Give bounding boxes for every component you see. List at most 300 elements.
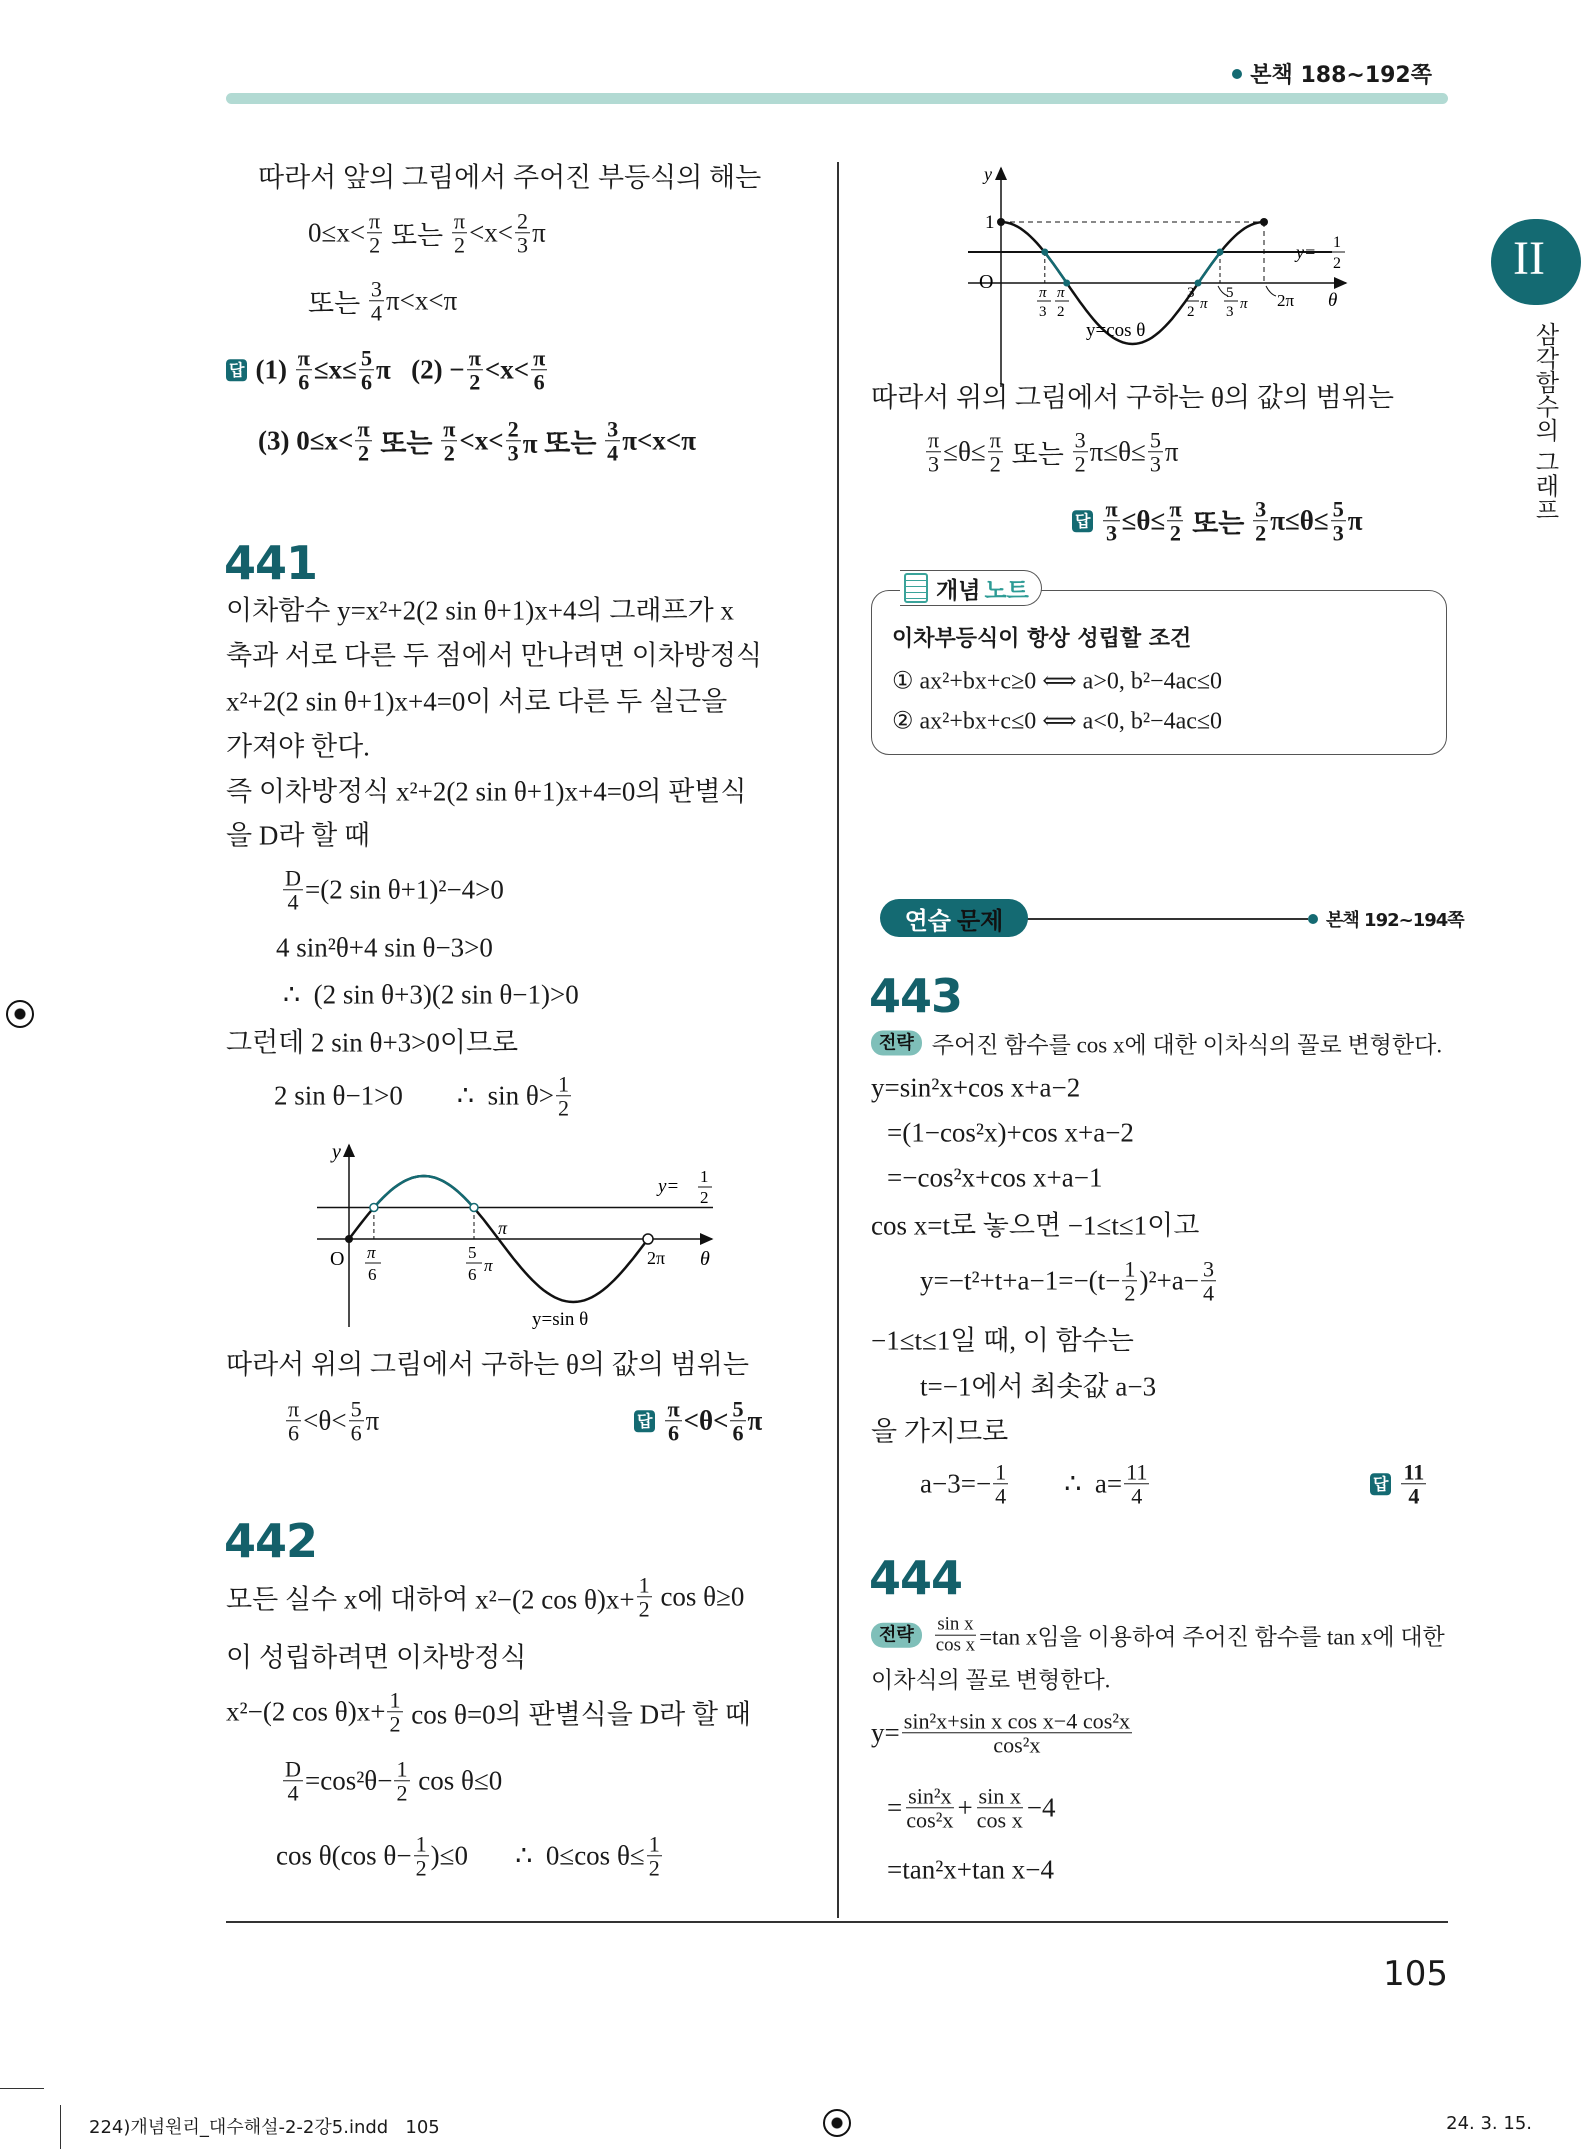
math-line <box>276 1832 664 1879</box>
half-line-den: 2 <box>1333 255 1341 272</box>
denominator: 2 <box>1074 451 1086 477</box>
pointer-2pi <box>1266 286 1276 296</box>
denominator: 4 <box>1131 1483 1143 1509</box>
tick-pi6-den: 6 <box>368 1265 377 1284</box>
denominator: 3 <box>507 440 519 466</box>
tick-5pi3-den: 3 <box>1226 304 1234 320</box>
curve-label: y=cos θ <box>1086 320 1146 341</box>
text-segment: <x< <box>469 217 514 248</box>
problem-number-443: 443 <box>869 969 963 1023</box>
text-segment: ≤θ≤ <box>1121 505 1166 536</box>
math-line <box>284 1397 379 1444</box>
origin-dot <box>345 1235 353 1243</box>
text-segment: π <box>532 217 546 248</box>
text-segment: cos θ(cos θ− <box>276 1840 412 1871</box>
denominator: cos²x <box>993 1732 1041 1758</box>
text-segment: x²−(2 cos θ)x+ <box>226 1696 386 1727</box>
numerator: 5 <box>732 1396 744 1422</box>
text-segment: cos θ=0의 판별식을 D라 할 때 <box>404 1699 751 1730</box>
text-segment: cos x=t로 놓으면 −1≤t≤1이고 <box>871 1210 1200 1241</box>
answer-line <box>634 1397 762 1444</box>
denominator: 2 <box>415 1855 427 1881</box>
fraction <box>993 1460 1008 1507</box>
denominator: cos x <box>976 1807 1023 1833</box>
numerator: 1 <box>1124 1256 1136 1282</box>
text-line <box>871 1410 1008 1449</box>
text-segment: 또는 <box>308 288 367 319</box>
text-segment: ∴ a= <box>1010 1468 1123 1499</box>
page-number: 105 <box>1383 1954 1448 1994</box>
text-line <box>226 589 734 628</box>
text-segment: + <box>957 1792 973 1823</box>
tick-5pi6-den: 6 <box>468 1265 477 1284</box>
tick-5pi3-num: 5 <box>1226 285 1234 301</box>
denominator: 6 <box>288 1420 300 1446</box>
denominator: 2 <box>989 451 1001 477</box>
bottom-rule <box>226 1921 1448 1923</box>
answer-badge: 답 <box>226 359 247 381</box>
text-line <box>226 770 747 809</box>
numerator: 1 <box>396 1756 408 1782</box>
text-segment: 을 가지므로 <box>871 1416 1009 1447</box>
fraction <box>387 1688 402 1735</box>
tick-pi3-num: π <box>1039 285 1047 301</box>
fraction <box>1122 1257 1137 1304</box>
text-line <box>871 376 1394 415</box>
numerator: π <box>297 345 310 371</box>
numerator: sin²x+sin x cos x−4 cos²x <box>903 1708 1131 1734</box>
denominator: 4 <box>607 440 619 466</box>
text-segment: 또는 <box>1004 439 1071 470</box>
fraction <box>1201 1257 1216 1304</box>
fraction <box>1167 497 1183 544</box>
strategy-badge: 전략 <box>871 1030 922 1056</box>
numerator: π <box>357 416 370 442</box>
text-segment: y=−t²+t+a−1=−(t− <box>920 1265 1121 1296</box>
math-line <box>887 1855 1054 1886</box>
chapter-tab[interactable] <box>1491 219 1581 305</box>
answer-badge: 답 <box>1072 510 1093 532</box>
text-segment: (3) 0≤x< <box>258 425 354 456</box>
point-5pi3 <box>1217 249 1224 256</box>
fraction <box>605 417 620 464</box>
tick-3pi2-num: 3 <box>1187 285 1195 301</box>
practice-label-a: 연습 <box>904 906 951 935</box>
fraction <box>414 1832 429 1879</box>
text-segment: x²+2(2 sin θ+1)x+4=0이 서로 다른 두 실근을 <box>226 686 728 717</box>
fraction <box>296 346 312 393</box>
point-start <box>997 218 1005 226</box>
practice-label <box>880 899 1028 937</box>
registration-mark-icon <box>6 1000 34 1028</box>
tick-pi2-num: π <box>1057 285 1065 301</box>
tick-3pi2-den: 2 <box>1187 304 1195 320</box>
fraction <box>1103 497 1119 544</box>
text-line <box>226 1573 744 1620</box>
denominator: 6 <box>732 1420 744 1446</box>
text-segment: 축과 서로 다른 두 점에서 만나려면 이차방정식 <box>226 640 763 671</box>
denominator: 4 <box>995 1483 1007 1509</box>
tick-5pi6-pi: π <box>484 1256 493 1275</box>
text-segment: a−3=− <box>920 1468 992 1499</box>
crop-mark <box>0 2088 44 2089</box>
numerator: π <box>1169 496 1182 522</box>
numerator: 5 <box>350 1396 362 1422</box>
tick-5pi6-num: 5 <box>468 1243 477 1262</box>
text-segment: 또는 <box>373 428 440 459</box>
answer-badge: 답 <box>634 1410 655 1432</box>
text-line <box>226 814 370 853</box>
notepad-icon <box>904 573 928 603</box>
text-segment: π<x<π <box>622 425 697 456</box>
numerator: 1 <box>638 1572 650 1598</box>
denominator: 6 <box>533 369 545 395</box>
fraction <box>1253 497 1268 544</box>
fraction <box>902 1709 1132 1756</box>
problem-number-441: 441 <box>224 536 318 590</box>
text-line <box>226 1021 518 1060</box>
x-axis-label: θ <box>1328 290 1338 311</box>
fraction <box>975 1784 1025 1831</box>
denominator: 3 <box>1106 520 1118 546</box>
text-segment: 주어진 함수를 cos x에 대한 이차식의 꼴로 변형한다. <box>931 1032 1443 1058</box>
tick-pi3-den: 3 <box>1039 304 1047 320</box>
bullet-dot-icon <box>1232 69 1242 79</box>
fraction <box>394 1757 409 1804</box>
denominator: 2 <box>357 440 370 466</box>
text-segment: y= <box>871 1717 900 1748</box>
numerator: 11 <box>1126 1459 1148 1485</box>
text-segment: 0≤x< <box>308 217 366 248</box>
denominator: 2 <box>648 1855 660 1881</box>
half-line-num: 1 <box>700 1167 709 1186</box>
numerator: 3 <box>607 416 619 442</box>
text-line <box>226 634 762 673</box>
numerator: π <box>533 345 546 371</box>
denominator: 2 <box>1169 520 1181 546</box>
cos-curve-highlight-2 <box>1198 253 1220 284</box>
tick-pi: π <box>498 1218 508 1238</box>
fraction <box>286 1397 301 1444</box>
point-end <box>1260 218 1268 226</box>
text-segment: 그런데 2 sin θ+3>0이므로 <box>226 1027 519 1058</box>
curve-label: y=sin θ <box>532 1309 589 1330</box>
fraction <box>934 1615 977 1656</box>
answer-line <box>1072 497 1363 544</box>
text-segment: π<x<π <box>385 285 458 316</box>
fraction <box>441 417 457 464</box>
denominator: 6 <box>350 1420 362 1446</box>
practice-label-b: 문제 <box>957 906 1004 935</box>
point-5pi6 <box>470 1204 478 1212</box>
numerator: sin x <box>937 1613 974 1635</box>
sin-graph <box>300 1130 730 1340</box>
denominator: 4 <box>287 889 299 915</box>
text-segment: 따라서 위의 그림에서 구하는 θ의 값의 범위는 <box>226 1349 749 1380</box>
text-segment: <θ< <box>683 1405 729 1436</box>
text-segment: =(1−cos²x)+cos x+a−2 <box>887 1117 1134 1148</box>
header-ref-text: 본책 188~192쪽 <box>1250 63 1432 88</box>
text-segment: 을 D라 할 때 <box>226 820 371 851</box>
fraction <box>665 1397 681 1444</box>
denominator: 3 <box>1149 451 1161 477</box>
note-heading: 이차부등식이 항상 성립할 조건 <box>892 626 1192 652</box>
numerator: 1 <box>648 1831 660 1857</box>
text-segment: −4 <box>1026 1792 1056 1823</box>
numerator: D <box>285 865 301 891</box>
text-line <box>226 1688 751 1735</box>
fraction <box>926 428 941 475</box>
chapter-title: 삼각함수의 그래프 <box>1531 322 1559 522</box>
text-segment: 모든 실수 x에 대하여 x²−(2 cos θ)x+ <box>226 1584 635 1615</box>
y-axis-label: y <box>332 1141 341 1163</box>
math-line <box>920 1257 1218 1304</box>
half-line-label: y= <box>658 1176 680 1197</box>
registration-mark-icon <box>823 2109 851 2137</box>
fraction <box>1124 1460 1149 1507</box>
math-line <box>871 1709 1134 1756</box>
denominator: 3 <box>1332 520 1344 546</box>
answer-line <box>258 417 696 464</box>
text-segment: =(2 sin θ+1)²−4>0 <box>304 874 504 905</box>
math-line <box>887 1163 1102 1194</box>
numerator: 2 <box>517 208 529 234</box>
cos-curve-highlight-1 <box>1045 253 1067 284</box>
text-segment: =cos²θ− <box>304 1765 393 1796</box>
fraction <box>988 428 1003 475</box>
tick-5pi3-pi: π <box>1240 296 1248 312</box>
practice-ref <box>1308 906 1464 932</box>
numerator: π <box>369 208 381 234</box>
fraction <box>506 417 521 464</box>
fraction <box>467 346 483 393</box>
note-item: ② ax²+bx+c≤0 ⟺ a<0, b²−4ac≤0 <box>892 708 1223 735</box>
denominator: 2 <box>443 440 455 466</box>
fraction <box>349 1397 364 1444</box>
problem-number-442: 442 <box>224 1514 318 1568</box>
fraction <box>367 209 382 256</box>
math-line <box>308 209 546 256</box>
chapter-number: II <box>1513 232 1545 285</box>
math-line <box>924 428 1179 475</box>
text-segment: 또는 <box>384 220 450 251</box>
note-title-a: 개념 <box>936 577 981 604</box>
text-segment: 4 sin²θ+4 sin θ−3>0 <box>276 932 493 963</box>
math-line <box>281 866 504 913</box>
text-line <box>871 1204 1199 1243</box>
point-pi6 <box>370 1204 378 1212</box>
origin-label: O <box>979 271 994 293</box>
text-segment: π≤θ≤ <box>1089 436 1146 467</box>
crop-mark <box>60 2105 61 2149</box>
bullet-dot-icon <box>1308 914 1318 924</box>
footer-date: 24. 3. 15. <box>1446 2113 1532 2134</box>
numerator: 3 <box>1255 496 1267 522</box>
half-line-den: 2 <box>700 1188 709 1207</box>
text-line <box>226 1636 526 1675</box>
fraction <box>283 1757 303 1804</box>
text-line <box>226 680 727 719</box>
point-2pi <box>643 1234 653 1244</box>
denominator: cos²x <box>906 1807 954 1833</box>
numerator: 5 <box>1149 427 1161 453</box>
numerator: sin x <box>978 1783 1021 1809</box>
math-line <box>887 1784 1056 1831</box>
text-segment: y=sin²x+cos x+a−2 <box>871 1072 1081 1103</box>
denominator: 2 <box>396 1780 408 1806</box>
text-segment: 2 sin θ−1>0 ∴ sin θ> <box>274 1080 554 1111</box>
text-segment: )²+a− <box>1139 1265 1199 1296</box>
denominator: 6 <box>298 369 310 395</box>
numerator: 3 <box>1074 427 1086 453</box>
header-ref <box>1232 58 1432 89</box>
text-segment: <x< <box>459 425 504 456</box>
numerator: 11 <box>1403 1459 1425 1485</box>
denominator: 6 <box>668 1420 680 1446</box>
tick-2pi: 2π <box>1277 291 1295 310</box>
y-axis-label: y <box>984 164 992 184</box>
problem-number-444: 444 <box>869 1551 963 1605</box>
note-item: ① ax²+bx+c≥0 ⟺ a>0, b²−4ac≤0 <box>892 668 1223 695</box>
denominator: 4 <box>287 1780 299 1806</box>
note-item-row <box>892 707 1222 736</box>
denominator: 2 <box>1255 520 1267 546</box>
denominator: 6 <box>360 369 373 395</box>
text-line <box>226 1343 749 1382</box>
math-line <box>274 1072 573 1119</box>
point-3pi2 <box>1195 280 1202 287</box>
math-line <box>276 933 493 964</box>
numerator: π <box>443 416 456 442</box>
numerator: 5 <box>360 345 373 371</box>
math-line <box>887 1118 1134 1149</box>
fraction <box>531 346 547 393</box>
answer-badge: 답 <box>1370 1473 1391 1495</box>
math-line <box>871 1073 1080 1104</box>
sin-curve-highlight <box>374 1176 474 1208</box>
strategy-line <box>871 1027 1442 1060</box>
y-one-label: 1 <box>985 212 995 233</box>
text-segment: π (2) − <box>376 354 465 385</box>
note-title-b: 노트 <box>984 577 1029 604</box>
fraction <box>637 1573 652 1620</box>
text-segment: ≤θ≤ <box>943 436 986 467</box>
fraction <box>556 1072 571 1119</box>
footer-file: 224)개념원리_대수해설-2-2강5.indd 105 <box>89 2117 440 2138</box>
answer-line <box>226 346 549 393</box>
tick-2pi: 2π <box>647 1248 666 1268</box>
tick-pi2-den: 2 <box>1057 304 1065 320</box>
math-line <box>920 1460 1151 1507</box>
strategy-line <box>871 1615 1445 1656</box>
text-line <box>226 725 370 764</box>
text-segment: 이차함수 y=x²+2(2 sin θ+1)x+4의 그래프가 x <box>226 595 734 626</box>
fraction <box>730 1397 745 1444</box>
text-line <box>920 1365 1156 1404</box>
denominator: 2 <box>1124 1280 1136 1306</box>
numerator: 3 <box>370 276 382 302</box>
text-segment: 따라서 앞의 그림에서 주어진 부등식의 해는 <box>258 162 762 193</box>
numerator: 1 <box>389 1687 401 1713</box>
text-segment: π≤θ≤ <box>1270 505 1329 536</box>
fraction <box>1401 1460 1426 1507</box>
text-segment: = <box>887 1792 903 1823</box>
numerator: 1 <box>995 1459 1007 1485</box>
fraction <box>904 1784 955 1831</box>
fraction <box>1073 428 1088 475</box>
math-line <box>283 980 579 1011</box>
text-line <box>258 156 761 195</box>
strategy-line <box>871 1662 1110 1695</box>
text-segment: π <box>1164 436 1179 467</box>
denominator: 4 <box>370 300 382 326</box>
text-line <box>871 1319 1134 1358</box>
text-segment: ∴ (2 sin θ+3)(2 sin θ−1)>0 <box>283 979 579 1010</box>
text-segment: 이차식의 꼴로 변형한다. <box>871 1667 1111 1693</box>
text-segment: 즉 이차방정식 x²+2(2 sin θ+1)x+4=0의 판별식 <box>226 776 747 807</box>
strategy-badge: 전략 <box>871 1622 922 1648</box>
fraction <box>1148 428 1163 475</box>
numerator: sin²x <box>908 1783 952 1809</box>
text-segment: t=−1에서 최솟값 a−3 <box>920 1371 1157 1402</box>
text-segment: =−cos²x+cos x+a−1 <box>887 1162 1103 1193</box>
tick-pi6-num: π <box>367 1243 376 1262</box>
text-segment: cos θ≥0 <box>653 1581 745 1612</box>
practice-header-line <box>1000 918 1308 920</box>
point-pi3 <box>1041 249 1048 256</box>
text-segment: π 또는 <box>522 428 604 459</box>
fraction <box>452 209 467 256</box>
numerator: π <box>453 208 466 234</box>
tick-3pi2-pi: π <box>1200 296 1208 312</box>
text-segment: 또는 <box>1185 508 1252 539</box>
half-line-label: y= <box>1296 242 1317 262</box>
fraction <box>359 346 374 393</box>
note-item-row <box>892 667 1222 696</box>
numerator: D <box>285 1756 301 1782</box>
numerator: 1 <box>415 1831 427 1857</box>
half-line-num: 1 <box>1333 234 1341 251</box>
text-segment: ≤x≤ <box>313 354 357 385</box>
text-segment: 이 성립하려면 이차방정식 <box>226 1642 527 1673</box>
numerator: π <box>1105 496 1118 522</box>
fraction <box>283 866 303 913</box>
text-segment: <x< <box>484 354 530 385</box>
fraction <box>515 209 530 256</box>
denominator: 2 <box>389 1711 401 1737</box>
origin-label: O <box>330 1248 345 1270</box>
text-segment: <θ< <box>303 1405 347 1436</box>
fraction <box>355 417 371 464</box>
numerator: 2 <box>507 416 519 442</box>
text-segment: cos θ≤0 <box>411 1765 503 1796</box>
text-segment: −1≤t≤1일 때, 이 함수는 <box>871 1325 1134 1356</box>
practice-ref-text: 본책 192~194쪽 <box>1326 910 1464 931</box>
concept-note-title <box>900 570 1042 606</box>
text-segment: π <box>365 1405 380 1436</box>
numerator: π <box>928 427 940 453</box>
denominator: 4 <box>1202 1280 1215 1306</box>
math-line <box>308 277 457 324</box>
text-segment: π <box>747 1405 763 1436</box>
text-segment: )≤0 ∴ 0≤cos θ≤ <box>430 1840 645 1871</box>
text-segment: (1) <box>255 354 294 385</box>
numerator: 1 <box>558 1071 570 1097</box>
numerator: π <box>667 1396 680 1422</box>
denominator: 2 <box>369 232 381 258</box>
text-segment: =tan²x+tan x−4 <box>887 1854 1054 1885</box>
answer-line <box>1370 1460 1428 1507</box>
